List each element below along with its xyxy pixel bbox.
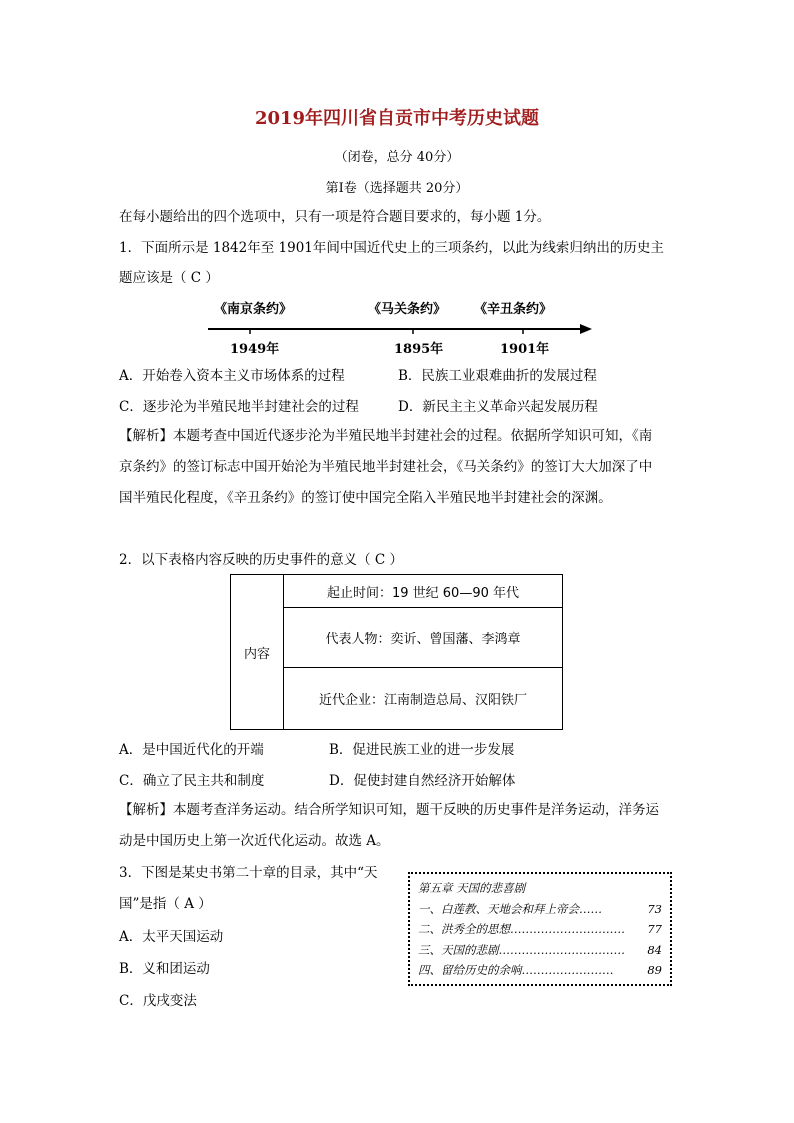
q1-analysis-line3: 国半殖民化程度，《辛丑条约》的签订使中国完全陷入半殖民地半封建社会的深渊。 bbox=[119, 490, 612, 506]
q2-option-d: D．促使封建自然经济开始解体 bbox=[329, 773, 516, 789]
toc-entry bbox=[418, 940, 662, 961]
q3-option-c: C．戊戌变法 bbox=[119, 993, 197, 1009]
q3-stem-line1: 3．下图是某史书第二十章的目录，其中“天 bbox=[119, 865, 378, 881]
q1-stem-line1: 1．下面所示是 1842年至 1901年间中国近代史上的三项条约，以此为线索归纳出的历史主 bbox=[119, 240, 664, 256]
q3-option-b: B．义和团运动 bbox=[119, 961, 210, 977]
toc-entry bbox=[418, 960, 662, 981]
q1-option-d: D．新民主主义革命兴起发展历程 bbox=[398, 399, 598, 415]
q2-analysis-line1: 【解析】本题考查洋务运动。结合所学知识可知，题干反映的历史事件是洋务运动，洋务运 bbox=[119, 802, 659, 818]
toc-entry bbox=[418, 899, 662, 920]
timeline-event-maguan: 《马关条约》 bbox=[368, 302, 447, 317]
q1-analysis-line1: 【解析】本题考查中国近代逐步沦为半殖民地半封建社会的过程。依据所学知识可知，《南 bbox=[119, 428, 653, 444]
exam-info: （闭卷，总分 40分） bbox=[334, 150, 460, 165]
instructions: 在每小题给出的四个选项中，只有一项是符合题目要求的，每小题 1分。 bbox=[119, 209, 551, 225]
timeline-year-2: 1895年 bbox=[394, 342, 444, 357]
timeline-event-nanjing: 《南京条约》 bbox=[214, 302, 293, 317]
q1-option-c: C．逐步沦为半殖民地半封建社会的过程 bbox=[119, 399, 359, 415]
toc-entry-page: 84 bbox=[647, 942, 662, 957]
q3-stem-line2: 国”是指（ A ） bbox=[119, 896, 212, 912]
table-row-people: 代表人物：奕䜣、曾国藩、李鸿章 bbox=[284, 608, 563, 668]
timeline-axis bbox=[208, 322, 593, 336]
table-header-cell: 内容 bbox=[231, 575, 284, 730]
toc-entry-page: 77 bbox=[647, 922, 662, 936]
toc-entry-text: 四、留给历史的余响…………………… bbox=[418, 963, 614, 977]
toc-heading bbox=[418, 878, 662, 899]
q2-option-c: C．确立了民主共和制度 bbox=[119, 773, 265, 789]
toc-entry-page: 89 bbox=[647, 963, 662, 977]
section-title: 第Ⅰ卷（选择题共 20分） bbox=[325, 181, 469, 196]
toc-entry-text: 二、洪秀全的思想………………………… bbox=[418, 922, 625, 936]
q1-option-a: A．开始卷入资本主义市场体系的过程 bbox=[119, 368, 345, 384]
page-title: 2019年四川省自贡市中考历史试题 bbox=[254, 108, 540, 129]
q2-option-b: B．促进民族工业的进一步发展 bbox=[329, 742, 515, 758]
q2-stem: 2．以下表格内容反映的历史事件的意义（ C ） bbox=[119, 552, 404, 568]
toc-entry-text: 一、白莲教、天地会和拜上帝会…… bbox=[418, 901, 602, 916]
q1-option-b: B．民族工业艰难曲折的发展过程 bbox=[398, 368, 597, 384]
table-row-enterprises: 近代企业：江南制造总局、汉阳铁厂 bbox=[284, 668, 563, 730]
timeline-year-1: 1949年 bbox=[230, 342, 280, 357]
toc-entry-text: 三、天国的悲剧…………………………… bbox=[418, 942, 625, 957]
q2-option-a: A．是中国近代化的开端 bbox=[119, 742, 264, 758]
timeline-year-3: 1901年 bbox=[500, 342, 550, 357]
toc-heading-text: 第五章 天国的悲喜剧 bbox=[418, 881, 526, 895]
timeline-event-xinchou: 《辛丑条约》 bbox=[474, 302, 553, 317]
toc-entry bbox=[418, 919, 662, 940]
q2-analysis-line2: 动是中国历史上第一次近代化运动。故选 A。 bbox=[119, 833, 390, 849]
q1-stem-line2: 题应该是（ C ） bbox=[119, 270, 219, 286]
q3-table-of-contents bbox=[408, 872, 672, 986]
q1-timeline bbox=[208, 298, 593, 358]
q1-analysis-line2: 京条约》的签订标志中国开始沦为半殖民地半封建社会，《马关条约》的签订大大加深了中 bbox=[119, 459, 653, 475]
q2-table bbox=[230, 574, 563, 730]
toc-entry-page: 73 bbox=[647, 901, 662, 916]
table-row-time: 起止时间：19 世纪 60—90 年代 bbox=[284, 575, 563, 608]
q3-option-a: A．太平天国运动 bbox=[119, 929, 224, 945]
